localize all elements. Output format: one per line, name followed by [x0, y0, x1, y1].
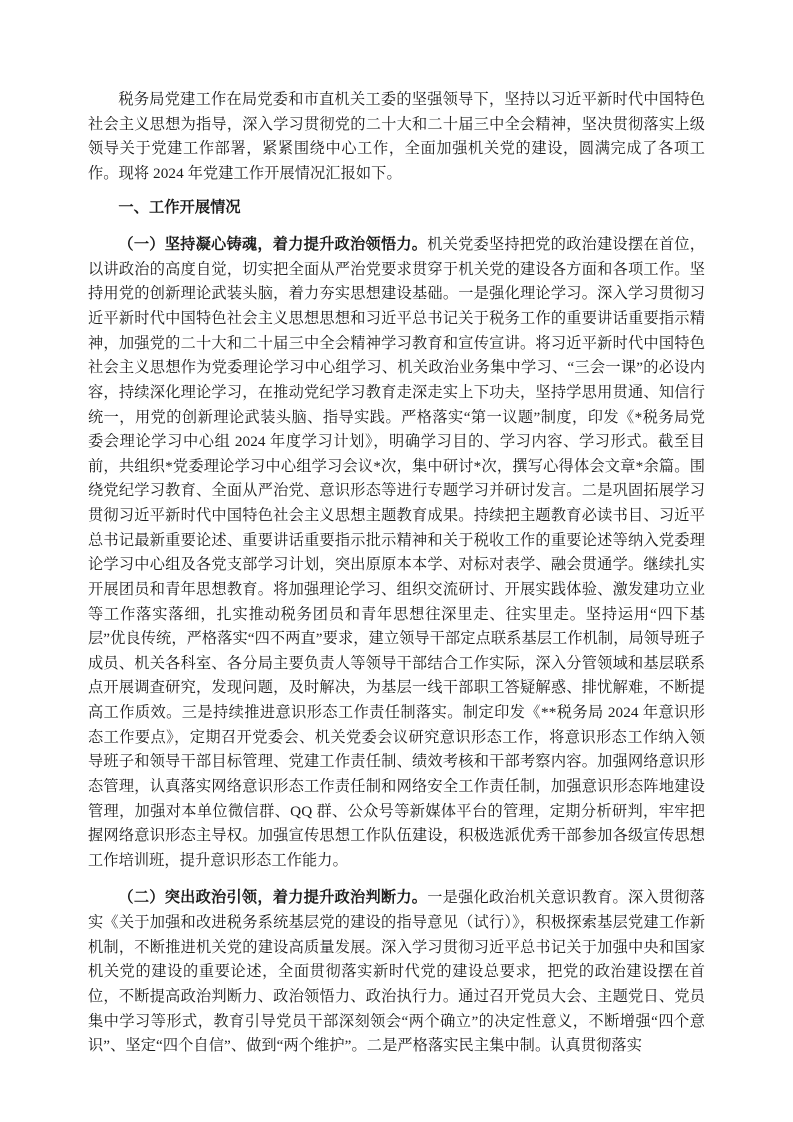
subsection-two	[88, 886, 705, 1058]
subsection-one-text: 机关党委坚持把党的政治建设摆在首位，以讲政治的高度自觉，切实把全面从严治党要求贯穿于机关党的建设各方面和各项工作。坚持用党的创新理论武装头脑，着力夯实思想建设基础。一是强化理论学习。深入学习贯彻习近平新时代中国特色社会主义思想思想和习近平总书记关于税务工作的重要讲话重要指示精神，加强党的二十大和二十届三中全会精神学习教育和宣传宣讲。将习近平新时代中国特色社会主义思想作为党委理论学习中心组学习、机关政治业务集中学习、“三会一课”的必设内容，持续深化理论学习，在推动党纪学习教育走深走实上下功夫，坚持学思用贯通、知信行统一，用党的创新理论武装头脑、指导实践。严格落实“第一议题”制度，印发《*税务局党委会理论学习中心组 2024 年度学习计划》，明确学习目的、学习内容、学习形式。截至目前，共组织*党委理论学习中心组学习会议*次，集中研讨*次，撰写心得体会文章*余篇。围绕党纪学习教育、全面从严治党、意识形态等进行专题学习并研讨发言。二是巩固拓展学习贯彻习近平新时代中国特色社会主义思想主题教育成果。持续把主题教育必读书目、习近平总书记最新重要论述、重要讲话重要指示批示精神和关于税收工作的重要论述等纳入党委理论学习中心组及各党支部学习计划，突出原原本本学、对标对表学、融会贯通学。继续扎实开展团员和青年思想教育。将加强理论学习、组织交流研讨、开展实践体验、激发建功立业等工作落实落细，扎实推动税务团员和青年思想往深里走、往实里走。坚持运用“四下基层”优良传统，严格落实“四不两直”要求，建立领导干部定点联系基层工作机制，局领导班子成员、机关各科室、各分局主要负责人等领导干部结合工作实际，深入分管领域和基层联系点开展调查研究，发现问题，及时解决，为基层一线干部职工答疑解惑、排忧解难，不断提高工作质效。三是持续推进意识形态工作责任制落实。制定印发《**税务局 2024 年意识形态工作要点》，定期召开党委会、机关党委会议研究意识形态工作，将意识形态工作纳入领导班子和领导干部目标管理、党建工作责任制、绩效考核和干部考察内容。加强网络意识形态管理，认真落实网络意识形态工作责任制和网络安全工作责任制，加强意识形态阵地建设管理，加强对本单位微信群、QQ 群、公众号等新媒体平台的管理，定期分析研判，牢牢把握网络意识形态主导权。加强宣传思想工作队伍建设，积极选派优秀干部参加各级宣传思想工作培训班，提升意识形态工作能力。	[88, 236, 705, 869]
document-body	[88, 88, 705, 1059]
subsection-two-text: 一是强化政治机关意识教育。深入贯彻落实《关于加强和改进税务系统基层党的建设的指导意见（试行）》，积极探索基层党建工作新机制，不断推进机关党的建设高质量发展。深入学习贯彻习近平总书记关于加强中央和国家机关党的建设的重要论述，全面贯彻落实新时代党的建设总要求，把党的政治建设摆在首位，不断提高政治判断力、政治领悟力、政治执行力。通过召开党员大会、主题党日、党员集中学习等形式，教育引导党员干部深刻领会“两个确立”的决定性意义，不断增强“四个意识”、坚定“四个自信”、做到“两个维护”。二是严格落实民主集中制。认真贯彻落实	[88, 889, 705, 1055]
subsection-two-lead: （二）突出政治引领，着力提升政治判断力。	[118, 889, 428, 907]
subsection-one-lead: （一）坚持凝心铸魂，着力提升政治领悟力。	[118, 236, 428, 254]
section-heading-one: 一、工作开展情况	[118, 198, 241, 216]
intro-paragraph: 税务局党建工作在局党委和市直机关工委的坚强领导下，坚持以习近平新时代中国特色社会主义思想为指导，深入学习贯彻党的二十大和二十届三中全会精神，坚决贯彻落实上级领导关于党建工作部署，紧紧围绕中心工作，全面加强机关党的建设，圆满完成了各项工作。现将 2024 年党建工作开展情况汇报如下。	[88, 91, 705, 182]
subsection-one	[88, 233, 705, 873]
